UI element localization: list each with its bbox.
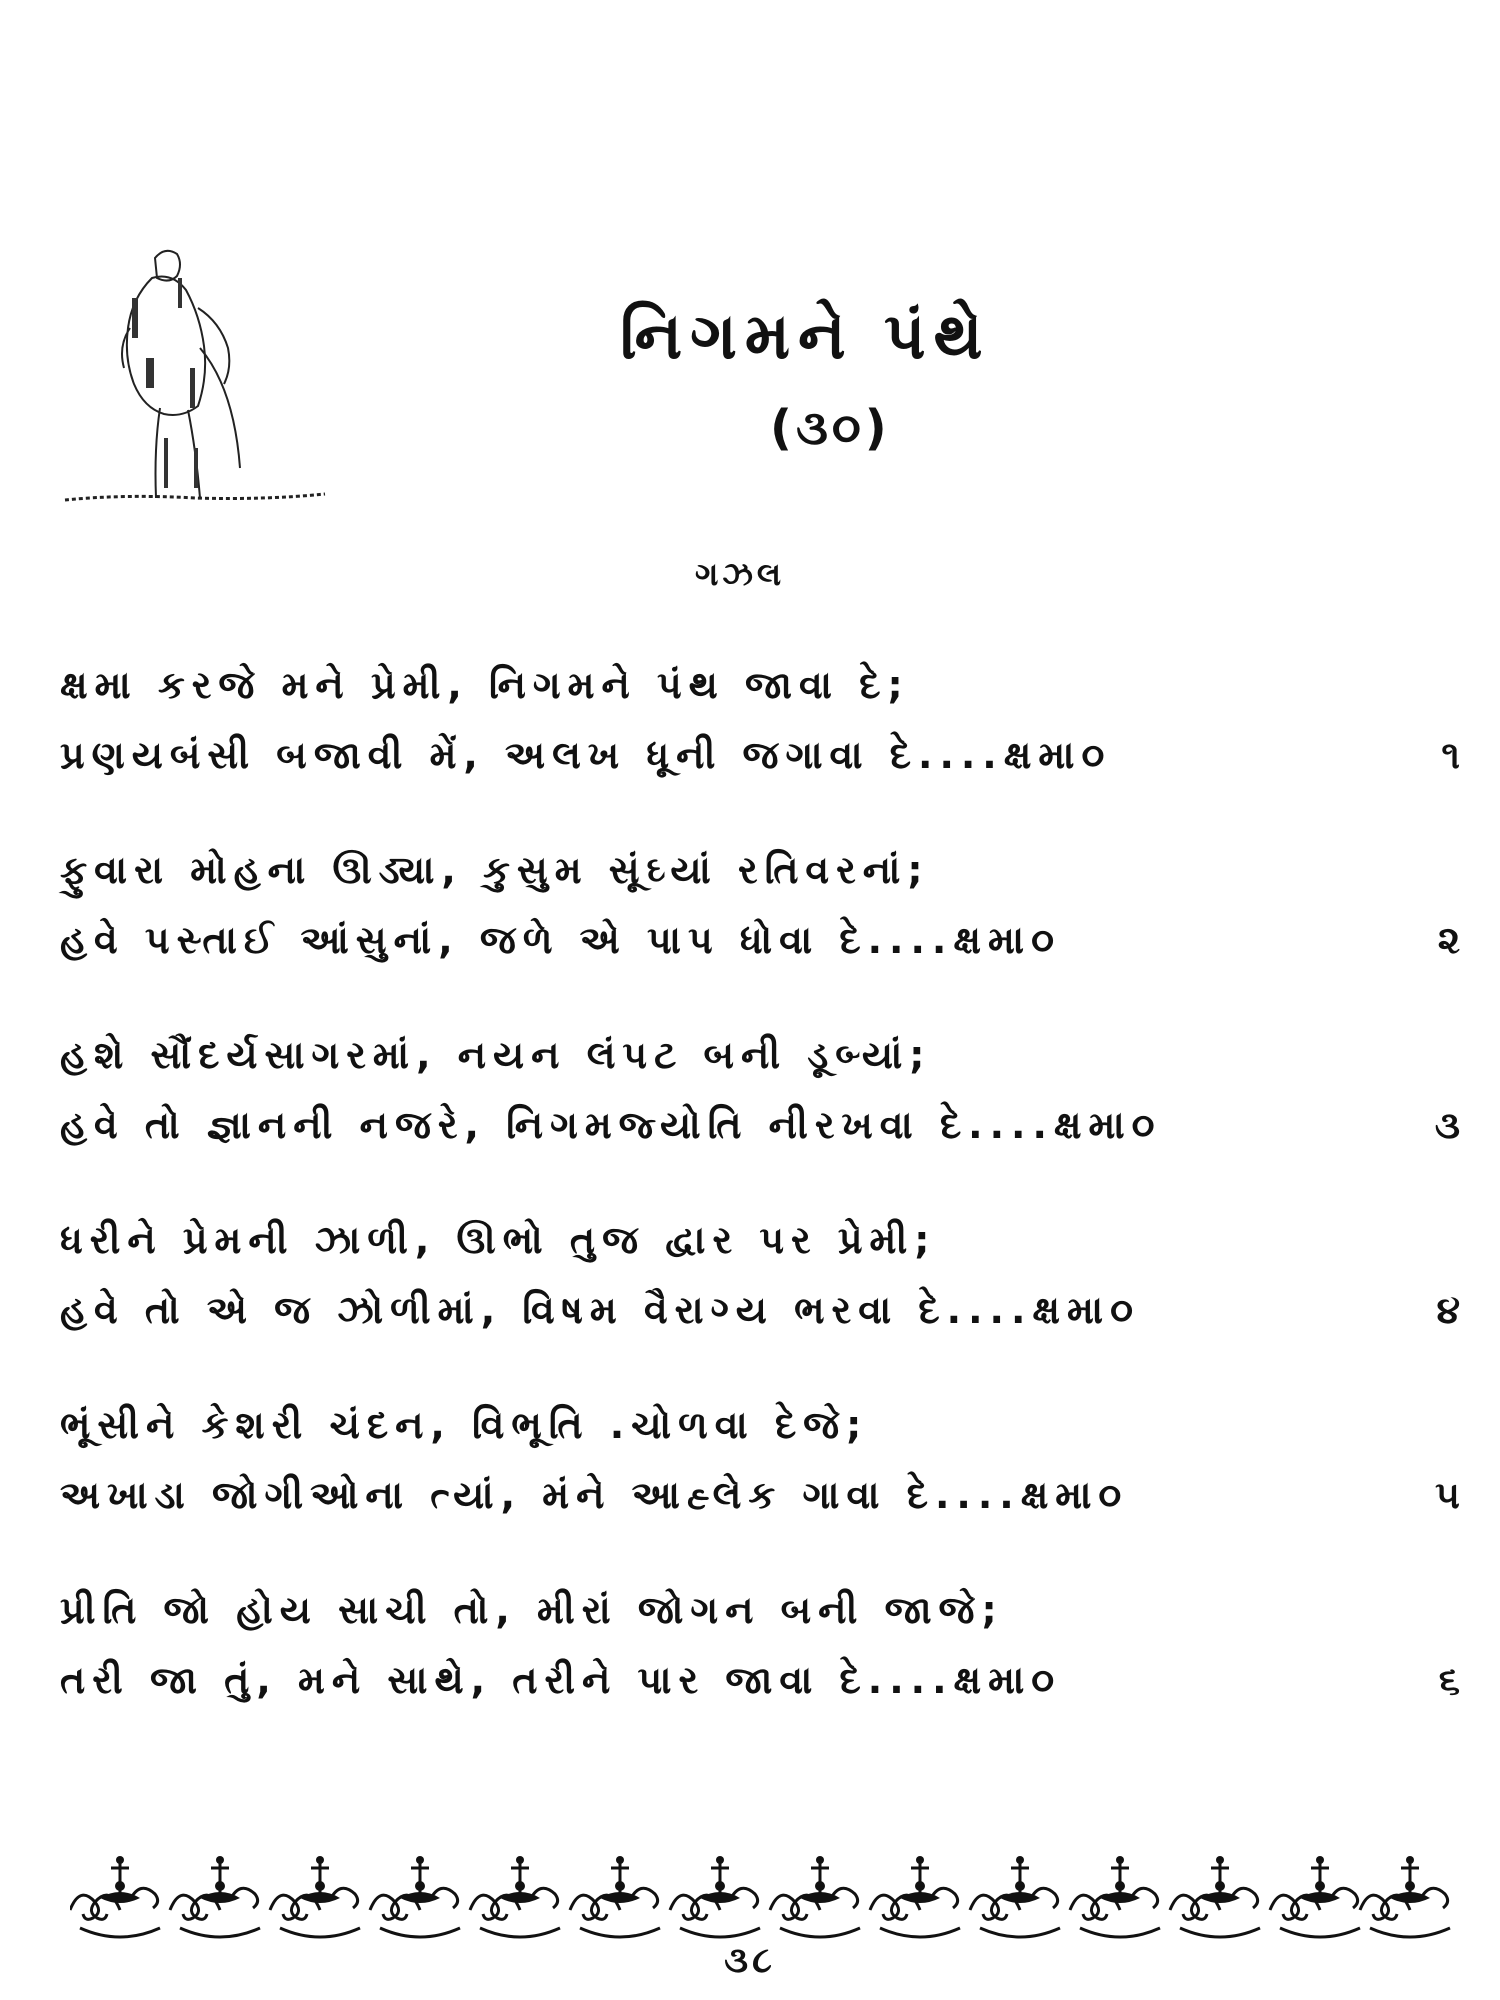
walking-figure-illustration — [60, 238, 330, 518]
verse-line: ભૂંસીને કેશરી ચંદન, વિભૂતિ .ચોળવા દેજે; — [60, 1403, 869, 1447]
refrain-line: તરી જા તું, મને સાથે, તરીને પાર જાવા દે....ક્ષમા૦ — [60, 1658, 1062, 1702]
stanza-number: ૫ — [1435, 1473, 1460, 1517]
stanza-number: ૪ — [1436, 1288, 1460, 1332]
stanza-number: ૨ — [1437, 918, 1460, 962]
stanza — [60, 1575, 1460, 1715]
verse-line: ફુવારા મોહના ઊડ્યા, કુસુમ સૂંઘ્યાં રતિવરનાં; — [60, 848, 930, 892]
stanza-number: ૩ — [1434, 1103, 1460, 1147]
refrain-line: હવે તો જ્ઞાનની નજરે, નિગમજ્યોતિ નીરખવા દે....ક્ષમા૦ — [60, 1103, 1162, 1147]
refrain-line: અખાડા જોગીઓના ત્યાં, મંને આહ્લેક ગાવા દે....ક્ષમા૦ — [60, 1473, 1129, 1517]
stanza-number: ૬ — [1438, 1658, 1460, 1702]
poem-body — [60, 650, 1460, 1760]
refrain-line: પ્રણયબંસી બજાવી મેં, અલખ ધૂની જગાવા દે....ક્ષમા૦ — [60, 733, 1112, 777]
stanza — [60, 650, 1460, 790]
verse-line: પ્રીતિ જો હોય સાચી તો, મીરાં જોગન બની જાજે; — [60, 1588, 1004, 1632]
verse-line: ક્ષમા કરજે મને પ્રેમી, નિગમને પંથ જાવા દે; — [60, 663, 910, 707]
stanza — [60, 1020, 1460, 1160]
poem-genre: ગઝલ — [695, 555, 786, 593]
verse-line: ધરીને પ્રેમની ઝાળી, ઊભો તુજ દ્વાર પર પ્રેમી; — [60, 1218, 937, 1262]
stanza — [60, 1390, 1460, 1530]
stanza — [60, 835, 1460, 975]
refrain-line: હવે પસ્તાઈ આંસુનાં, જળે એ પાપ ધોવા દે....ક્ષમા૦ — [60, 918, 1061, 962]
refrain-line: હવે તો એ જ ઝોળીમાં, વિષમ વૈરાગ્ય ભરવા દે....ક્ષમા૦ — [60, 1288, 1140, 1332]
stanza-number: ૧ — [1441, 733, 1460, 777]
ornamental-border — [70, 1850, 1460, 1940]
stanza — [60, 1205, 1460, 1345]
poem-number: (૩૦) — [770, 400, 891, 456]
verse-line: હશે સૌંદર્યસાગરમાં, નયન લંપટ બની ડૂબ્યાં; — [60, 1033, 932, 1077]
page-number: ૩૮ — [724, 1940, 776, 1981]
poem-title: નિગમને પંથે — [620, 300, 991, 374]
